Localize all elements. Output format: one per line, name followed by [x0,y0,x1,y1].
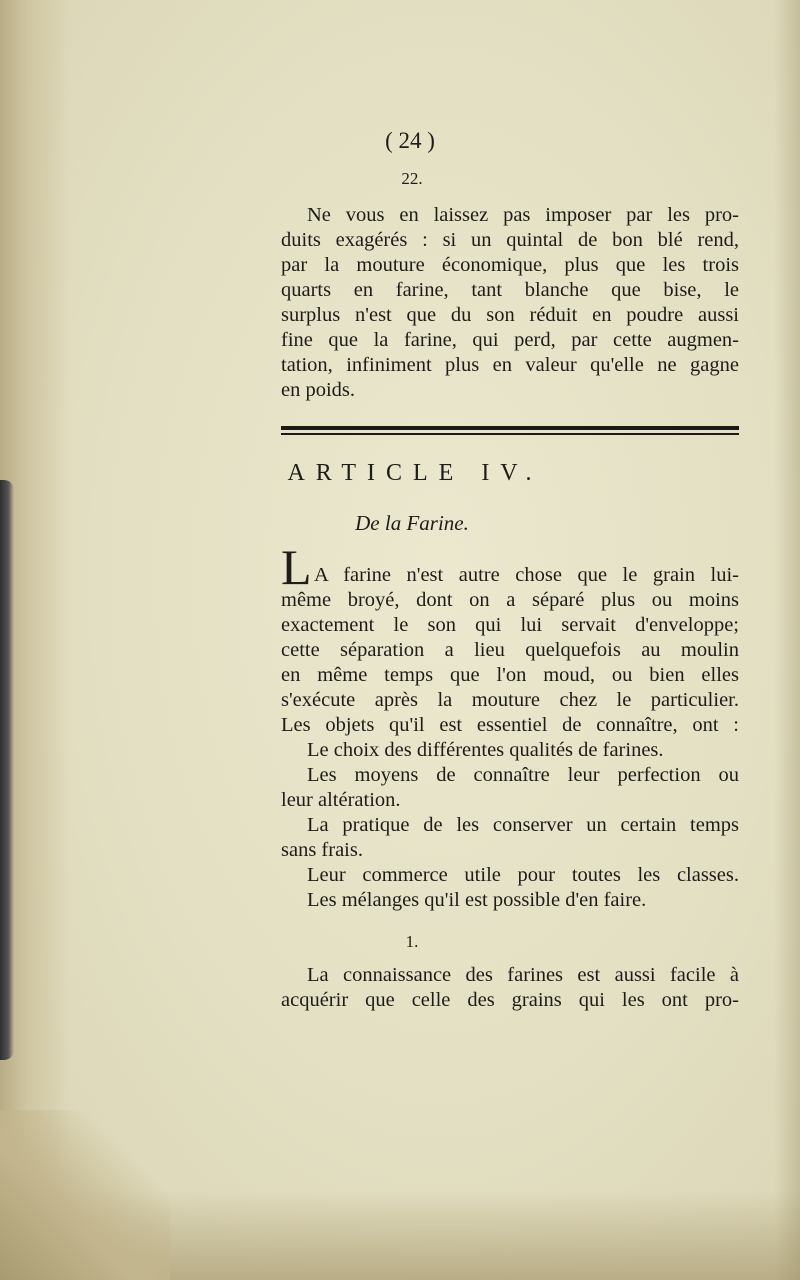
article-subtitle: De la Farine. [355,511,469,535]
text-line: s'exécute après la mouture chez le particulier. [281,689,739,711]
text-line: cette séparation a lieu quelquefois au moulin [281,639,739,661]
text-line: Ne vous en laissez pas imposer par les pro- [307,204,739,226]
list-item: Leur commerce utile pour toutes les classes. [307,864,739,886]
text-line: surplus n'est que du son réduit en poudre aussi [281,304,739,326]
torn-corner [0,1110,170,1280]
text-line: en même temps que l'on moud, ou bien elles [281,664,739,686]
list-item: Les moyens de connaître leur perfection ou [307,764,739,786]
text-line: acquérir que celle des grains qui les ont pro- [281,989,739,1011]
text-line: Les objets qu'il est essentiel de connaître, ont : [281,714,739,736]
article-title: ARTICLE IV. [287,460,543,486]
text-line: même broyé, dont on a séparé plus ou moins [281,589,739,611]
drop-cap: L [281,539,312,595]
text-line: duits exagérés : si un quintal de bon blé rend, [281,229,739,251]
list-item: sans frais. [281,839,363,861]
text-line: exactement le son qui lui servait d'enveloppe; [281,614,739,636]
text-line: tation, infiniment plus en valeur qu'elle ne gagne [281,354,739,376]
text-line: quarts en farine, tant blanche que bise, le [281,279,739,301]
list-item: Les mélanges qu'il est possible d'en faire. [307,889,647,911]
page-number: ( 24 ) [385,128,435,153]
text-line: par la mouture économique, plus que les trois [281,254,739,276]
subsection-number: 1. [405,932,419,951]
text-line: A farine n'est autre chose que le grain lui- [314,564,739,586]
text-line: fine que la farine, qui perd, par cette augmen- [281,329,739,351]
page-edge-shadow [774,0,800,1280]
double-rule-divider [281,426,739,435]
list-item: La pratique de les conserver un certain temps [307,814,739,836]
text-line: en poids. [281,379,356,401]
list-item: leur altération. [281,789,401,811]
binding-shadow [0,480,14,1060]
list-item: Le choix des différentes qualités de farines. [307,739,664,761]
text-line: La connaissance des farines est aussi facile à [307,964,739,986]
section-number: 22. [401,169,423,188]
